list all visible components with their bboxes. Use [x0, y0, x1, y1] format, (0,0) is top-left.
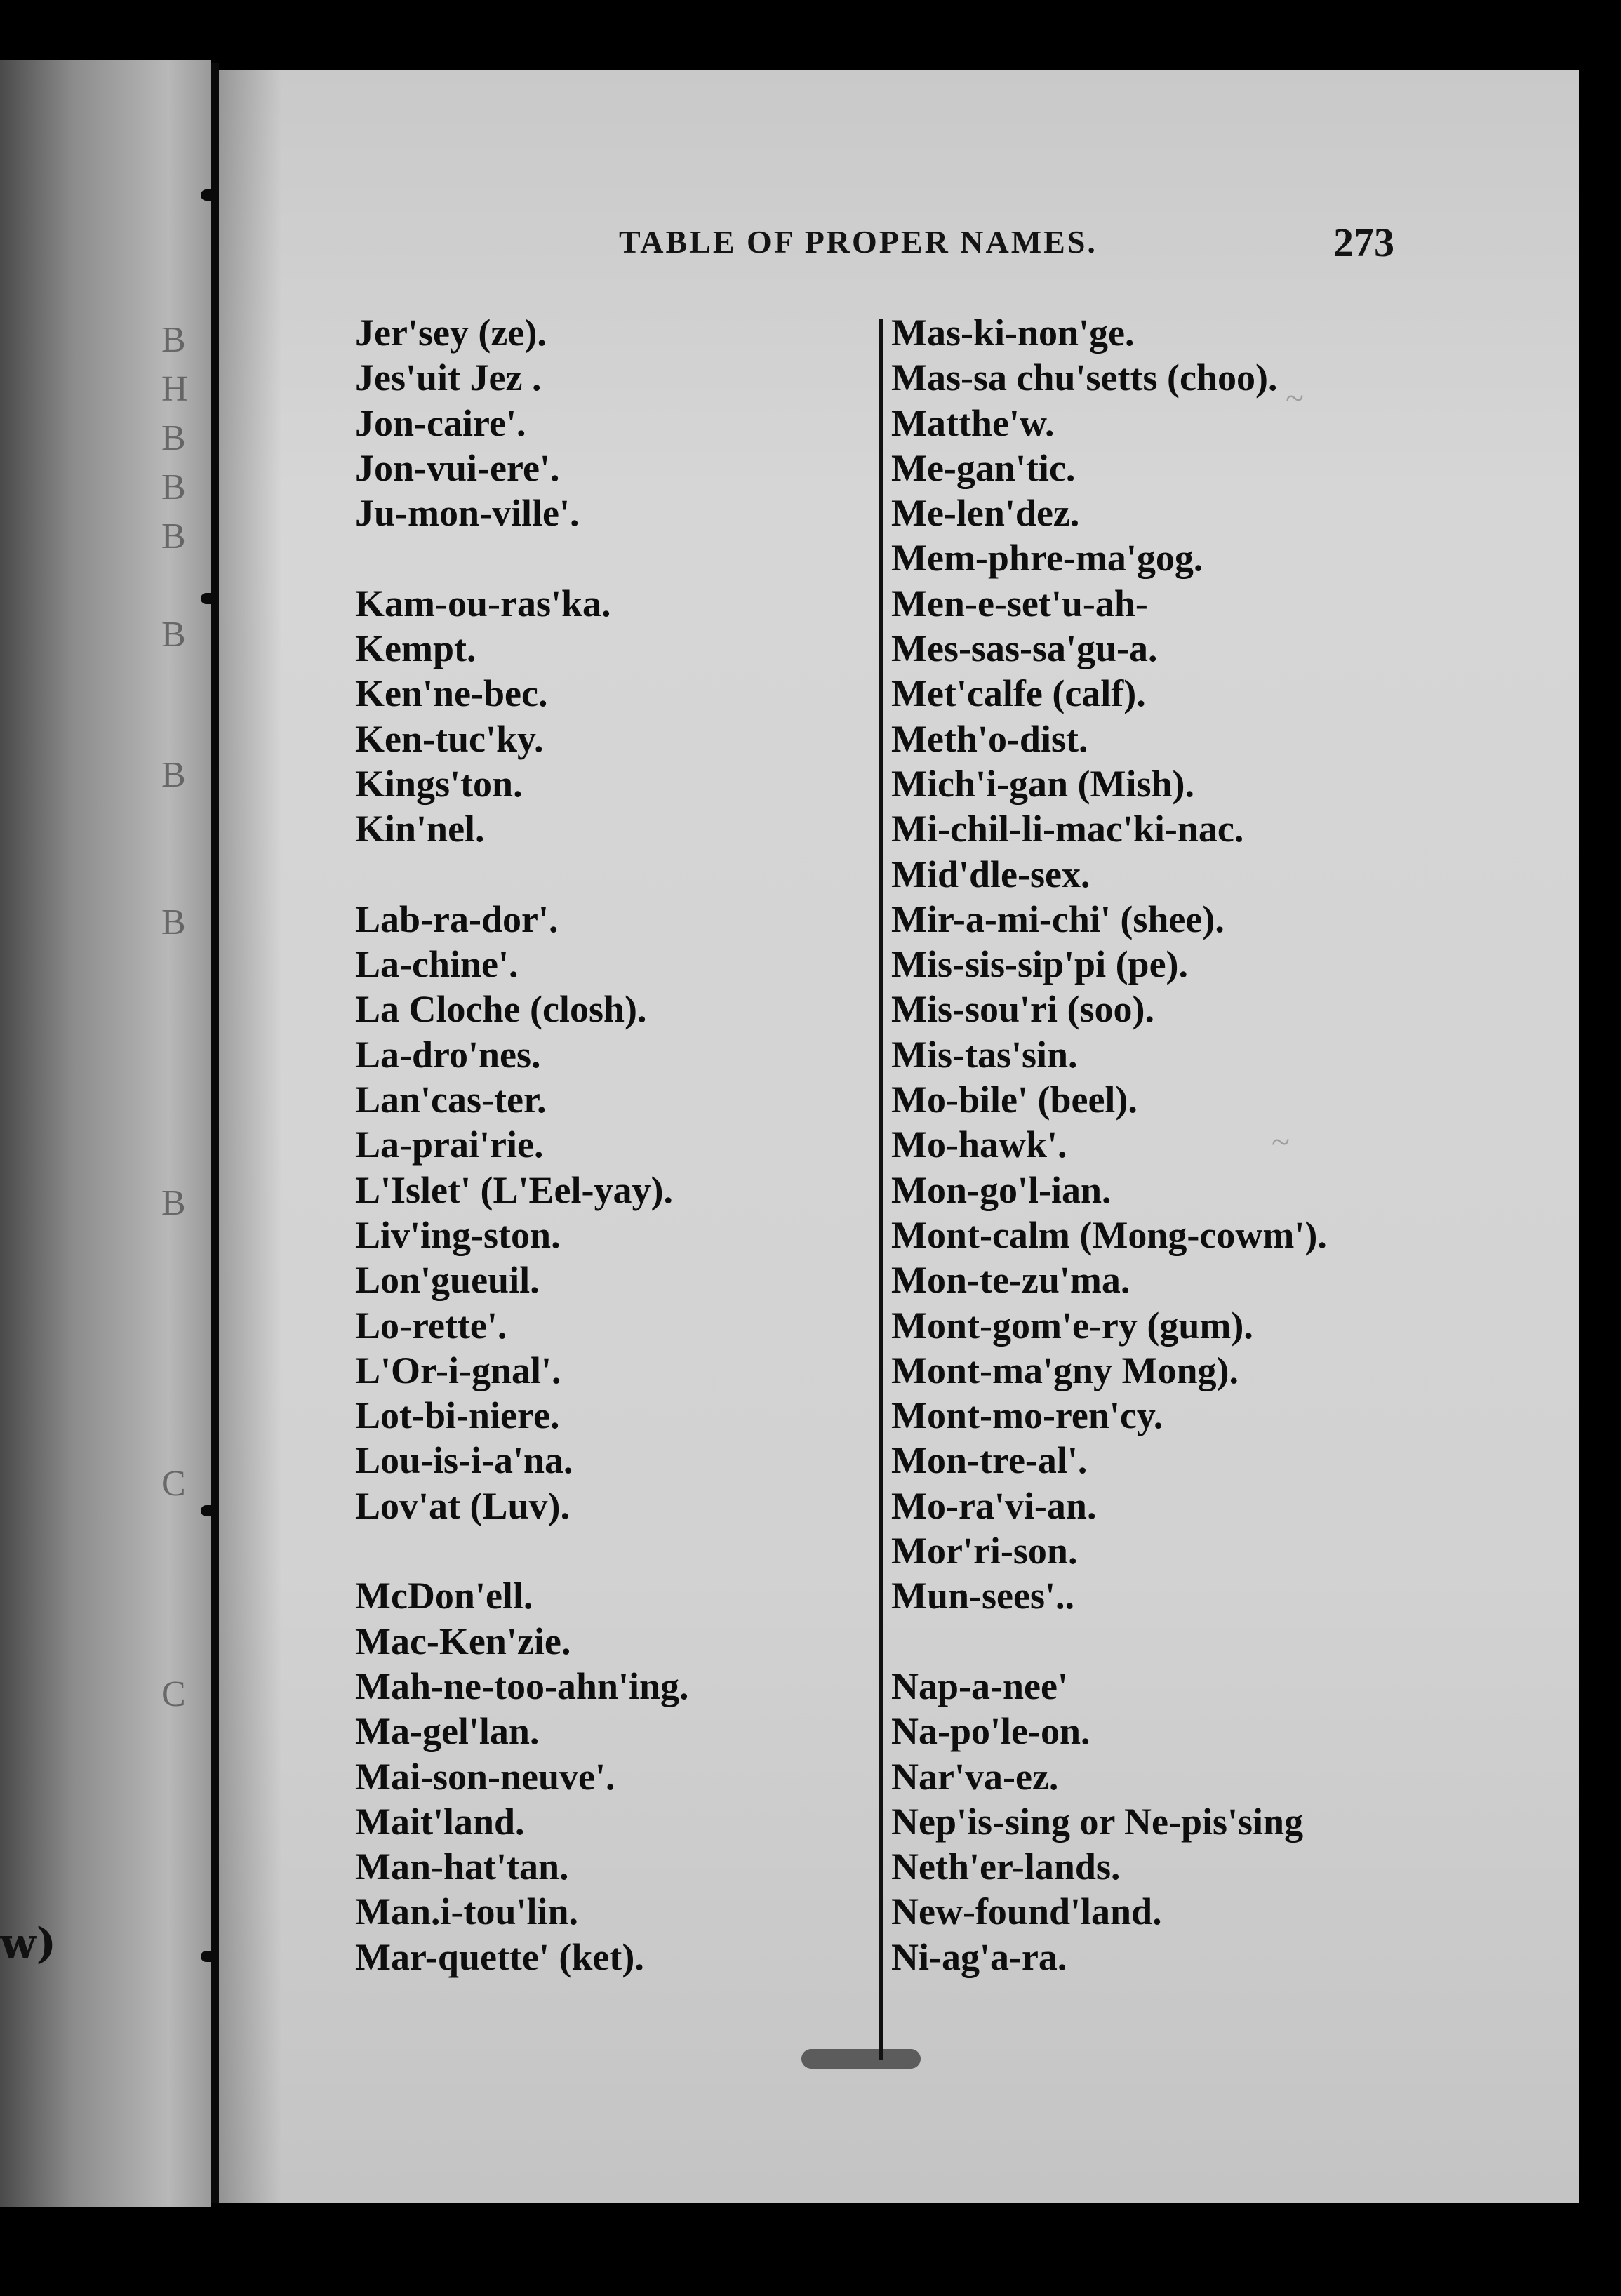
- names-column-left: [355, 310, 689, 1980]
- list-item: L'Or-i-gnal'.: [355, 1349, 561, 1391]
- list-item: Mas-ki-non'ge.: [891, 312, 1135, 354]
- list-item: Lab-ra-dor'.: [355, 897, 559, 940]
- list-item: Mor'ri-son.: [891, 1530, 1078, 1573]
- list-item: Me-len'dez.: [891, 492, 1080, 535]
- list-item: Ju-mon-ville'.: [355, 492, 580, 535]
- left-page-fragment: B H B B B B B B B C C w): [0, 60, 211, 2207]
- list-item: Jes'uit Jez .: [355, 356, 542, 399]
- list-item: Mo-hawk'.: [891, 1123, 1067, 1166]
- list-item: Jon-caire'.: [355, 401, 526, 444]
- list-item: Mid'dle-sex.: [891, 853, 1090, 895]
- list-item: Kempt.: [355, 627, 476, 670]
- list-item: La-chine'.: [355, 943, 519, 986]
- list-item: La-dro'nes.: [355, 1033, 541, 1076]
- list-item: Ni-ag'a-ra.: [891, 1935, 1067, 1978]
- list-item: Mun-sees'..: [891, 1575, 1074, 1617]
- list-item: Mis-sis-sip'pi (pe).: [891, 943, 1189, 986]
- list-item: Mis-tas'sin.: [891, 1033, 1078, 1076]
- list-item: Mi-chil-li-mac'ki-nac.: [891, 808, 1244, 850]
- column-divider: [879, 319, 883, 2060]
- list-item: Neth'er-lands.: [891, 1846, 1121, 1888]
- left-page-tail-text: w): [0, 1919, 57, 1968]
- list-item: Nar'va-ez.: [891, 1755, 1059, 1798]
- list-item: Man-hat'tan.: [355, 1846, 569, 1888]
- list-item: Ma-gel'lan.: [355, 1710, 540, 1753]
- list-item: Kings'ton.: [355, 762, 523, 805]
- list-item: Nep'is-sing or Ne-pis'sing: [891, 1800, 1304, 1843]
- list-item: Lou-is-i-a'na.: [355, 1439, 573, 1482]
- list-item: McDon'ell.: [355, 1575, 533, 1617]
- list-item: Mont-mo-ren'cy.: [891, 1394, 1163, 1437]
- list-gap: [355, 1528, 689, 1573]
- book-page: ~ ~ TABLE OF PROPER NAMES. 273 Jer'sey (ze). Jes'uit Jez . Jon-caire'. Jon-vui-ere'. Ju-mon-ville'. Kam-ou-ras'ka. Kempt. Ken'ne-bec. Ken-tuc'ky. Kings'ton. Kin'nel. Lab-ra-dor'. La-chine'. La Cloche (closh). La-dro'nes. Lan'cas-ter. La-prai'rie. L'Islet' (L'Eel-yay). Liv'ing-ston. Lon'gueuil. Lo-rette'. L'Or-i-gnal'. Lot-bi-niere. Lou-is-i-a'na. Lov'at (Luv). McDon'ell. Mac-Ken'zie. Mah-ne-too-ahn'ing. Ma-gel'lan. Mai-son-neuve'. Mait'land. Man-hat'tan. Man.i-tou'lin. Mar-quette' (ket). Mas-ki-non'ge. Mas-sa chu'setts (choo). Matthe'w. Me-gan'tic. Me-len'dez. Mem-phre-ma'gog. Men-e-set'u-ah- Mes-sas-sa'gu-a. Met'calfe (calf). Meth'o-dist. Mich'i-gan (Mish). Mi-chil-li-mac'ki-nac. Mid'dle-sex. Mir-a-mi-chi' (shee). Mis-sis-sip'pi (pe). Mis-sou'ri (soo). Mis-tas'sin. Mo-bile' (beel). Mo-hawk'. Mon-go'l-ian. Mont-calm (Mong-cowm'). Mon-te-zu'ma. Mont-gom'e-ry (gum). Mont-ma'gny Mong). Mont-mo-ren'cy. Mon-tre-al'. Mo-ra'vi-an. Mor'ri-son. Mun-sees'.. Nap-a-nee' Na-po'le-on. Nar'va-ez. Nep'is-sing or Ne-pis'sing Neth'er-lands. New-found'land. Ni-ag'a-ra.: [219, 70, 1579, 2203]
- list-item: Man.i-tou'lin.: [355, 1890, 579, 1933]
- list-item: Mar-quette' (ket).: [355, 1935, 644, 1978]
- list-item: Men-e-set'u-ah-: [891, 582, 1148, 625]
- list-item: Mem-phre-ma'gog.: [891, 537, 1203, 580]
- list-item: Mo-ra'vi-an.: [891, 1484, 1097, 1527]
- list-item: Ken'ne-bec.: [355, 672, 548, 715]
- list-item: Mont-ma'gny Mong).: [891, 1349, 1239, 1391]
- list-item: Jon-vui-ere'.: [355, 446, 560, 489]
- list-item: Mac-Ken'zie.: [355, 1620, 571, 1662]
- names-column-right: [891, 310, 1327, 1980]
- list-item: Mon-go'l-ian.: [891, 1168, 1112, 1211]
- list-item: Met'calfe (calf).: [891, 672, 1146, 715]
- list-item: L'Islet' (L'Eel-yay).: [355, 1168, 673, 1211]
- list-item: Nap-a-nee': [891, 1664, 1068, 1707]
- list-item: New-found'land.: [891, 1890, 1162, 1933]
- list-item: Lot-bi-niere.: [355, 1394, 560, 1437]
- list-item: Mont-gom'e-ry (gum).: [891, 1304, 1253, 1347]
- list-item: Jer'sey (ze).: [355, 312, 547, 354]
- list-item: Mich'i-gan (Mish).: [891, 762, 1194, 805]
- list-item: Mai-son-neuve'.: [355, 1755, 615, 1798]
- list-gap: [891, 1619, 1327, 1664]
- list-item: Mont-calm (Mong-cowm').: [891, 1213, 1327, 1256]
- running-title: TABLE OF PROPER NAMES.: [619, 224, 1098, 260]
- book-binding: [211, 63, 219, 2203]
- list-item: Mon-tre-al'.: [891, 1439, 1088, 1482]
- list-gap: [355, 852, 689, 897]
- list-item: Lov'at (Luv).: [355, 1484, 571, 1527]
- page-number: 273: [1333, 220, 1394, 265]
- list-item: Mas-sa chu'setts (choo).: [891, 356, 1278, 399]
- list-item: La-prai'rie.: [355, 1123, 544, 1166]
- ink-smudge: [801, 2049, 921, 2069]
- list-item: Kin'nel.: [355, 808, 485, 850]
- list-item: Mo-bile' (beel).: [891, 1079, 1138, 1121]
- list-item: Me-gan'tic.: [891, 446, 1076, 489]
- list-item: Lo-rette'.: [355, 1304, 507, 1347]
- list-item: Mir-a-mi-chi' (shee).: [891, 897, 1225, 940]
- list-item: Lan'cas-ter.: [355, 1079, 547, 1121]
- list-item: Lon'gueuil.: [355, 1259, 540, 1302]
- list-item: Mait'land.: [355, 1800, 525, 1843]
- list-item: Ken-tuc'ky.: [355, 717, 544, 760]
- list-item: Kam-ou-ras'ka.: [355, 582, 611, 625]
- list-item: Liv'ing-ston.: [355, 1213, 561, 1256]
- list-item: La Cloche (closh).: [355, 988, 647, 1031]
- list-item: Meth'o-dist.: [891, 717, 1088, 760]
- list-item: Mah-ne-too-ahn'ing.: [355, 1664, 689, 1707]
- list-item: Mis-sou'ri (soo).: [891, 988, 1154, 1031]
- list-item: Mes-sas-sa'gu-a.: [891, 627, 1158, 670]
- list-item: Mon-te-zu'ma.: [891, 1259, 1130, 1302]
- list-item: Na-po'le-on.: [891, 1710, 1090, 1753]
- list-gap: [355, 535, 689, 580]
- list-item: Matthe'w.: [891, 401, 1055, 444]
